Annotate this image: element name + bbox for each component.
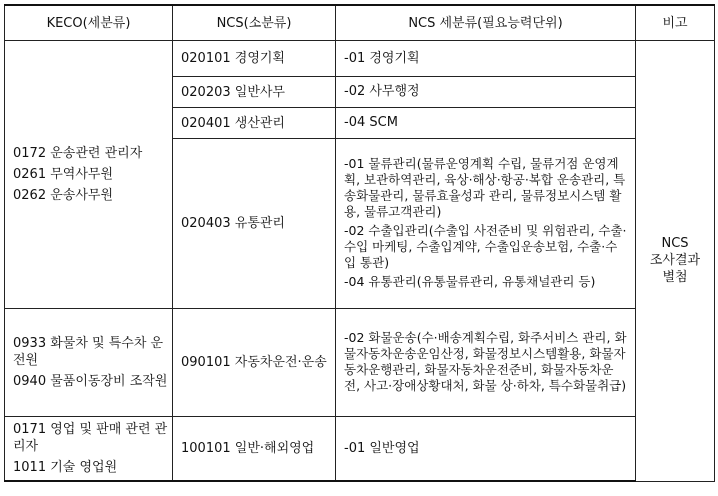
table-row bbox=[5, 41, 715, 77]
ncs-cell: 100101 일반·해외영업 bbox=[173, 417, 336, 482]
unit-cell bbox=[336, 309, 636, 417]
unit-item: -02 화물운송(수·배송계획수립, 화주서비스 관리, 화물자동차운송운임산정, 화물정보시스템활용, 화물자동차운행관리, 화물자동차운전준비, 화물자동차운전, 사고·장애상황대처, 화물 상·하차, 특수화물취급) bbox=[344, 330, 627, 393]
header-row bbox=[5, 5, 715, 41]
keco-cell-group1 bbox=[5, 41, 173, 309]
unit-cell bbox=[336, 139, 636, 309]
table-row bbox=[5, 417, 715, 482]
header-keco: KECO(세분류) bbox=[5, 5, 173, 41]
remark-line: 별첨 bbox=[662, 270, 688, 286]
keco-item: 0261 무역사무원 bbox=[13, 167, 114, 182]
ncs-cell: 020403 유통관리 bbox=[173, 139, 336, 309]
unit-cell bbox=[336, 417, 636, 482]
header-ncs-subclass: NCS(소분류) bbox=[173, 5, 336, 41]
ncs-cell: 090101 자동차운전·운송 bbox=[173, 309, 336, 417]
ncs-cell: 020401 생산관리 bbox=[173, 108, 336, 139]
keco-item: 1011 기술 영업원 bbox=[13, 460, 118, 475]
unit-item: -01 경영기획 bbox=[344, 50, 420, 66]
header-remark: 비고 bbox=[636, 5, 715, 41]
unit-cell bbox=[336, 41, 636, 77]
table-row bbox=[5, 309, 715, 417]
classification-table bbox=[4, 4, 715, 482]
unit-item: -04 SCM bbox=[344, 115, 398, 130]
remark-cell bbox=[636, 41, 715, 482]
unit-cell bbox=[336, 108, 636, 139]
remark-line: NCS bbox=[661, 236, 689, 252]
unit-item: -02 사무행정 bbox=[344, 84, 420, 99]
keco-cell-group3 bbox=[5, 417, 173, 482]
classification-table-wrapper bbox=[4, 4, 715, 482]
remark-line: 조사결과 bbox=[649, 253, 701, 269]
header-ncs-unit: NCS 세분류(필요능력단위) bbox=[336, 5, 636, 41]
unit-cell bbox=[336, 77, 636, 108]
ncs-cell: 020101 경영기획 bbox=[173, 41, 336, 77]
keco-item: 0940 물품이동장비 조작원 bbox=[13, 374, 168, 389]
ncs-cell: 020203 일반사무 bbox=[173, 77, 336, 108]
keco-item: 0262 운송사무원 bbox=[13, 188, 114, 203]
keco-item: 0172 운송관련 관리자 bbox=[13, 146, 143, 161]
unit-item: -01 물류관리(물류운영계획 수립, 물류거점 운영계획, 보관하역관리, 육상·해상·항공·복합 운송관리, 특송화물관리, 물류효율성과 관리, 물류정보시스템 활용, 물류고객관리) bbox=[344, 156, 626, 219]
keco-cell-group2 bbox=[5, 309, 173, 417]
unit-item: -01 일반영업 bbox=[344, 440, 420, 456]
unit-item: -02 수출입관리(수출입 사전준비 및 위험관리, 수출·수입 마케팅, 수출입계약, 수출입운송보험, 수출·수입 통관) bbox=[344, 223, 627, 270]
keco-item: 0171 영업 및 판매 관련 관리자 bbox=[13, 422, 168, 454]
unit-item: -04 유통관리(유통물류관리, 유통채널관리 등) bbox=[344, 274, 596, 289]
keco-item: 0933 화물차 및 특수차 운전원 bbox=[13, 336, 164, 368]
